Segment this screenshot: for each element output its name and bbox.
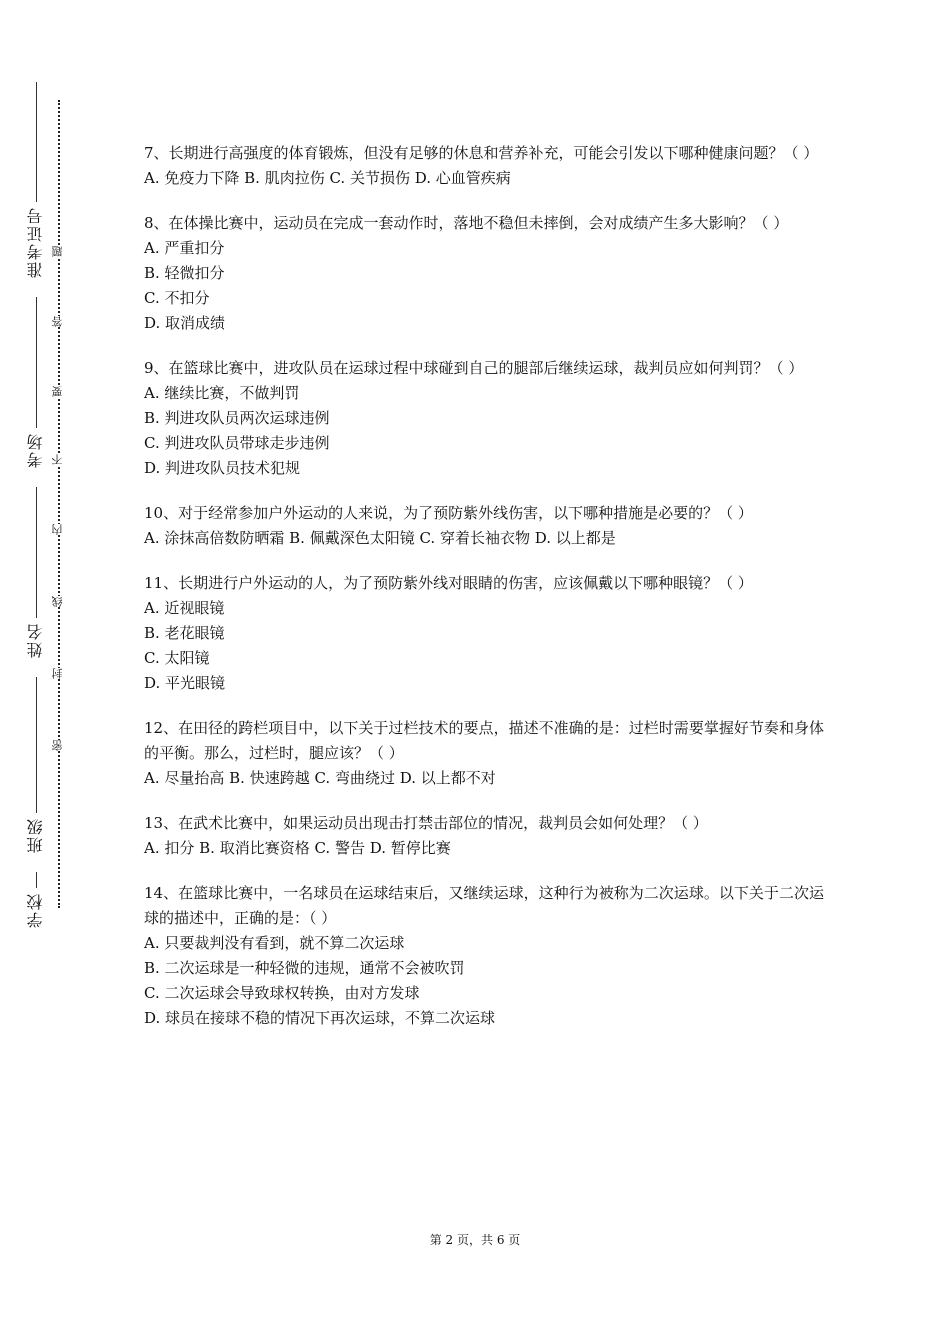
question-13 xyxy=(144,811,824,861)
seal-char-7: 答 xyxy=(51,316,67,327)
exam-number-field[interactable] xyxy=(18,82,54,282)
seal-char-1: 密 xyxy=(51,740,67,751)
option-a: A. 继续比赛，不做判罚 xyxy=(144,384,300,402)
option-b: B. 判进攻队员两次运球违例 xyxy=(144,409,330,427)
question-9 xyxy=(144,356,824,481)
question-stem: 11、长期进行户外运动的人，为了预防紫外线对眼睛的伤害，应该佩戴以下哪种眼镜？（ ） xyxy=(144,574,753,592)
seal-char-6: 要 xyxy=(51,386,67,397)
school-line xyxy=(36,872,37,888)
seal-line xyxy=(51,100,80,908)
seal-char-2: 封 xyxy=(51,668,67,679)
options-line: A. 扣分 B. 取消比赛资格 C. 警告 D. 暂停比赛 xyxy=(144,839,451,857)
exam-room-label: 考场 xyxy=(26,432,45,468)
question-7 xyxy=(144,141,824,191)
class-line xyxy=(36,677,37,813)
option-a: A. 严重扣分 xyxy=(144,239,225,257)
option-c: C. 二次运球会导致球权转换，由对方发球 xyxy=(144,984,420,1002)
question-stem: 8、在体操比赛中，运动员在完成一套动作时，落地不稳但未摔倒，会对成绩产生多大影响？（ ） xyxy=(144,214,789,232)
binding-margin xyxy=(0,0,90,1344)
option-b: B. 老花眼镜 xyxy=(144,624,225,642)
question-stem: 13、在武术比赛中，如果运动员出现击打禁击部位的情况，裁判员会如何处理？（ ） xyxy=(144,814,708,832)
options-line: A. 尽量抬高 B. 快速跨越 C. 弯曲绕过 D. 以上都不对 xyxy=(144,769,496,787)
exam-room-line xyxy=(36,297,37,428)
question-12 xyxy=(144,716,824,791)
exam-room-field[interactable] xyxy=(18,297,54,472)
school-label: 学校 xyxy=(26,892,45,928)
option-a: A. 近视眼镜 xyxy=(144,599,225,617)
question-14 xyxy=(144,881,824,1031)
seal-char-3: 线 xyxy=(51,596,67,607)
student-info-fields xyxy=(18,82,54,932)
option-d: D. 取消成绩 xyxy=(144,314,226,332)
exam-number-line xyxy=(36,82,37,202)
question-10 xyxy=(144,501,824,551)
options-line: A. 涂抹高倍数防晒霜 B. 佩戴深色太阳镜 C. 穿着长袖衣物 D. 以上都是 xyxy=(144,529,616,547)
question-list xyxy=(144,141,824,1051)
school-field[interactable] xyxy=(18,872,54,932)
option-b: B. 二次运球是一种轻微的违规，通常不会被吹罚 xyxy=(144,959,465,977)
page-footer: 第 2 页，共 6 页 xyxy=(429,1233,521,1247)
question-stem: 10、对于经常参加户外运动的人来说，为了预防紫外线伤害，以下哪种措施是必要的？（ ） xyxy=(144,504,753,522)
option-b: B. 轻微扣分 xyxy=(144,264,225,282)
question-stem: 14、在篮球比赛中，一名球员在运球结束后，又继续运球，这种行为被称为二次运球。以下关于二次运球的描述中，正确的是：（ ） xyxy=(144,884,824,927)
option-c: C. 不扣分 xyxy=(144,289,210,307)
option-d: D. 平光眼镜 xyxy=(144,674,226,692)
name-label: 姓名 xyxy=(26,622,45,658)
class-label: 班级 xyxy=(26,817,45,853)
class-field[interactable] xyxy=(18,677,54,857)
options-line: A. 免疫力下降 B. 肌肉拉伤 C. 关节损伤 D. 心血管疾病 xyxy=(144,169,511,187)
seal-char-4: 内 xyxy=(51,524,67,535)
seal-char-5: 不 xyxy=(51,454,67,465)
question-11 xyxy=(144,571,824,696)
option-c: C. 判进攻队员带球走步违例 xyxy=(144,434,330,452)
exam-number-label: 准考证号 xyxy=(26,206,45,278)
name-field[interactable] xyxy=(18,487,54,662)
question-stem: 7、长期进行高强度的体育锻炼，但没有足够的休息和营养补充，可能会引发以下哪种健康问题？（ ） xyxy=(144,144,819,162)
option-a: A. 只要裁判没有看到，就不算二次运球 xyxy=(144,934,405,952)
seal-char-8: 题 xyxy=(51,246,67,257)
question-stem: 12、在田径的跨栏项目中，以下关于过栏技术的要点，描述不准确的是：过栏时需要掌握好节奏和身体的平衡。那么，过栏时，腿应该？（ ） xyxy=(144,719,824,762)
option-d: D. 判进攻队员技术犯规 xyxy=(144,459,301,477)
question-stem: 9、在篮球比赛中，进攻队员在运球过程中球碰到自己的腿部后继续运球，裁判员应如何判罚？（ ） xyxy=(144,359,804,377)
question-8 xyxy=(144,211,824,336)
option-d: D. 球员在接球不稳的情况下再次运球，不算二次运球 xyxy=(144,1009,496,1027)
name-line xyxy=(36,487,37,618)
option-c: C. 太阳镜 xyxy=(144,649,210,667)
